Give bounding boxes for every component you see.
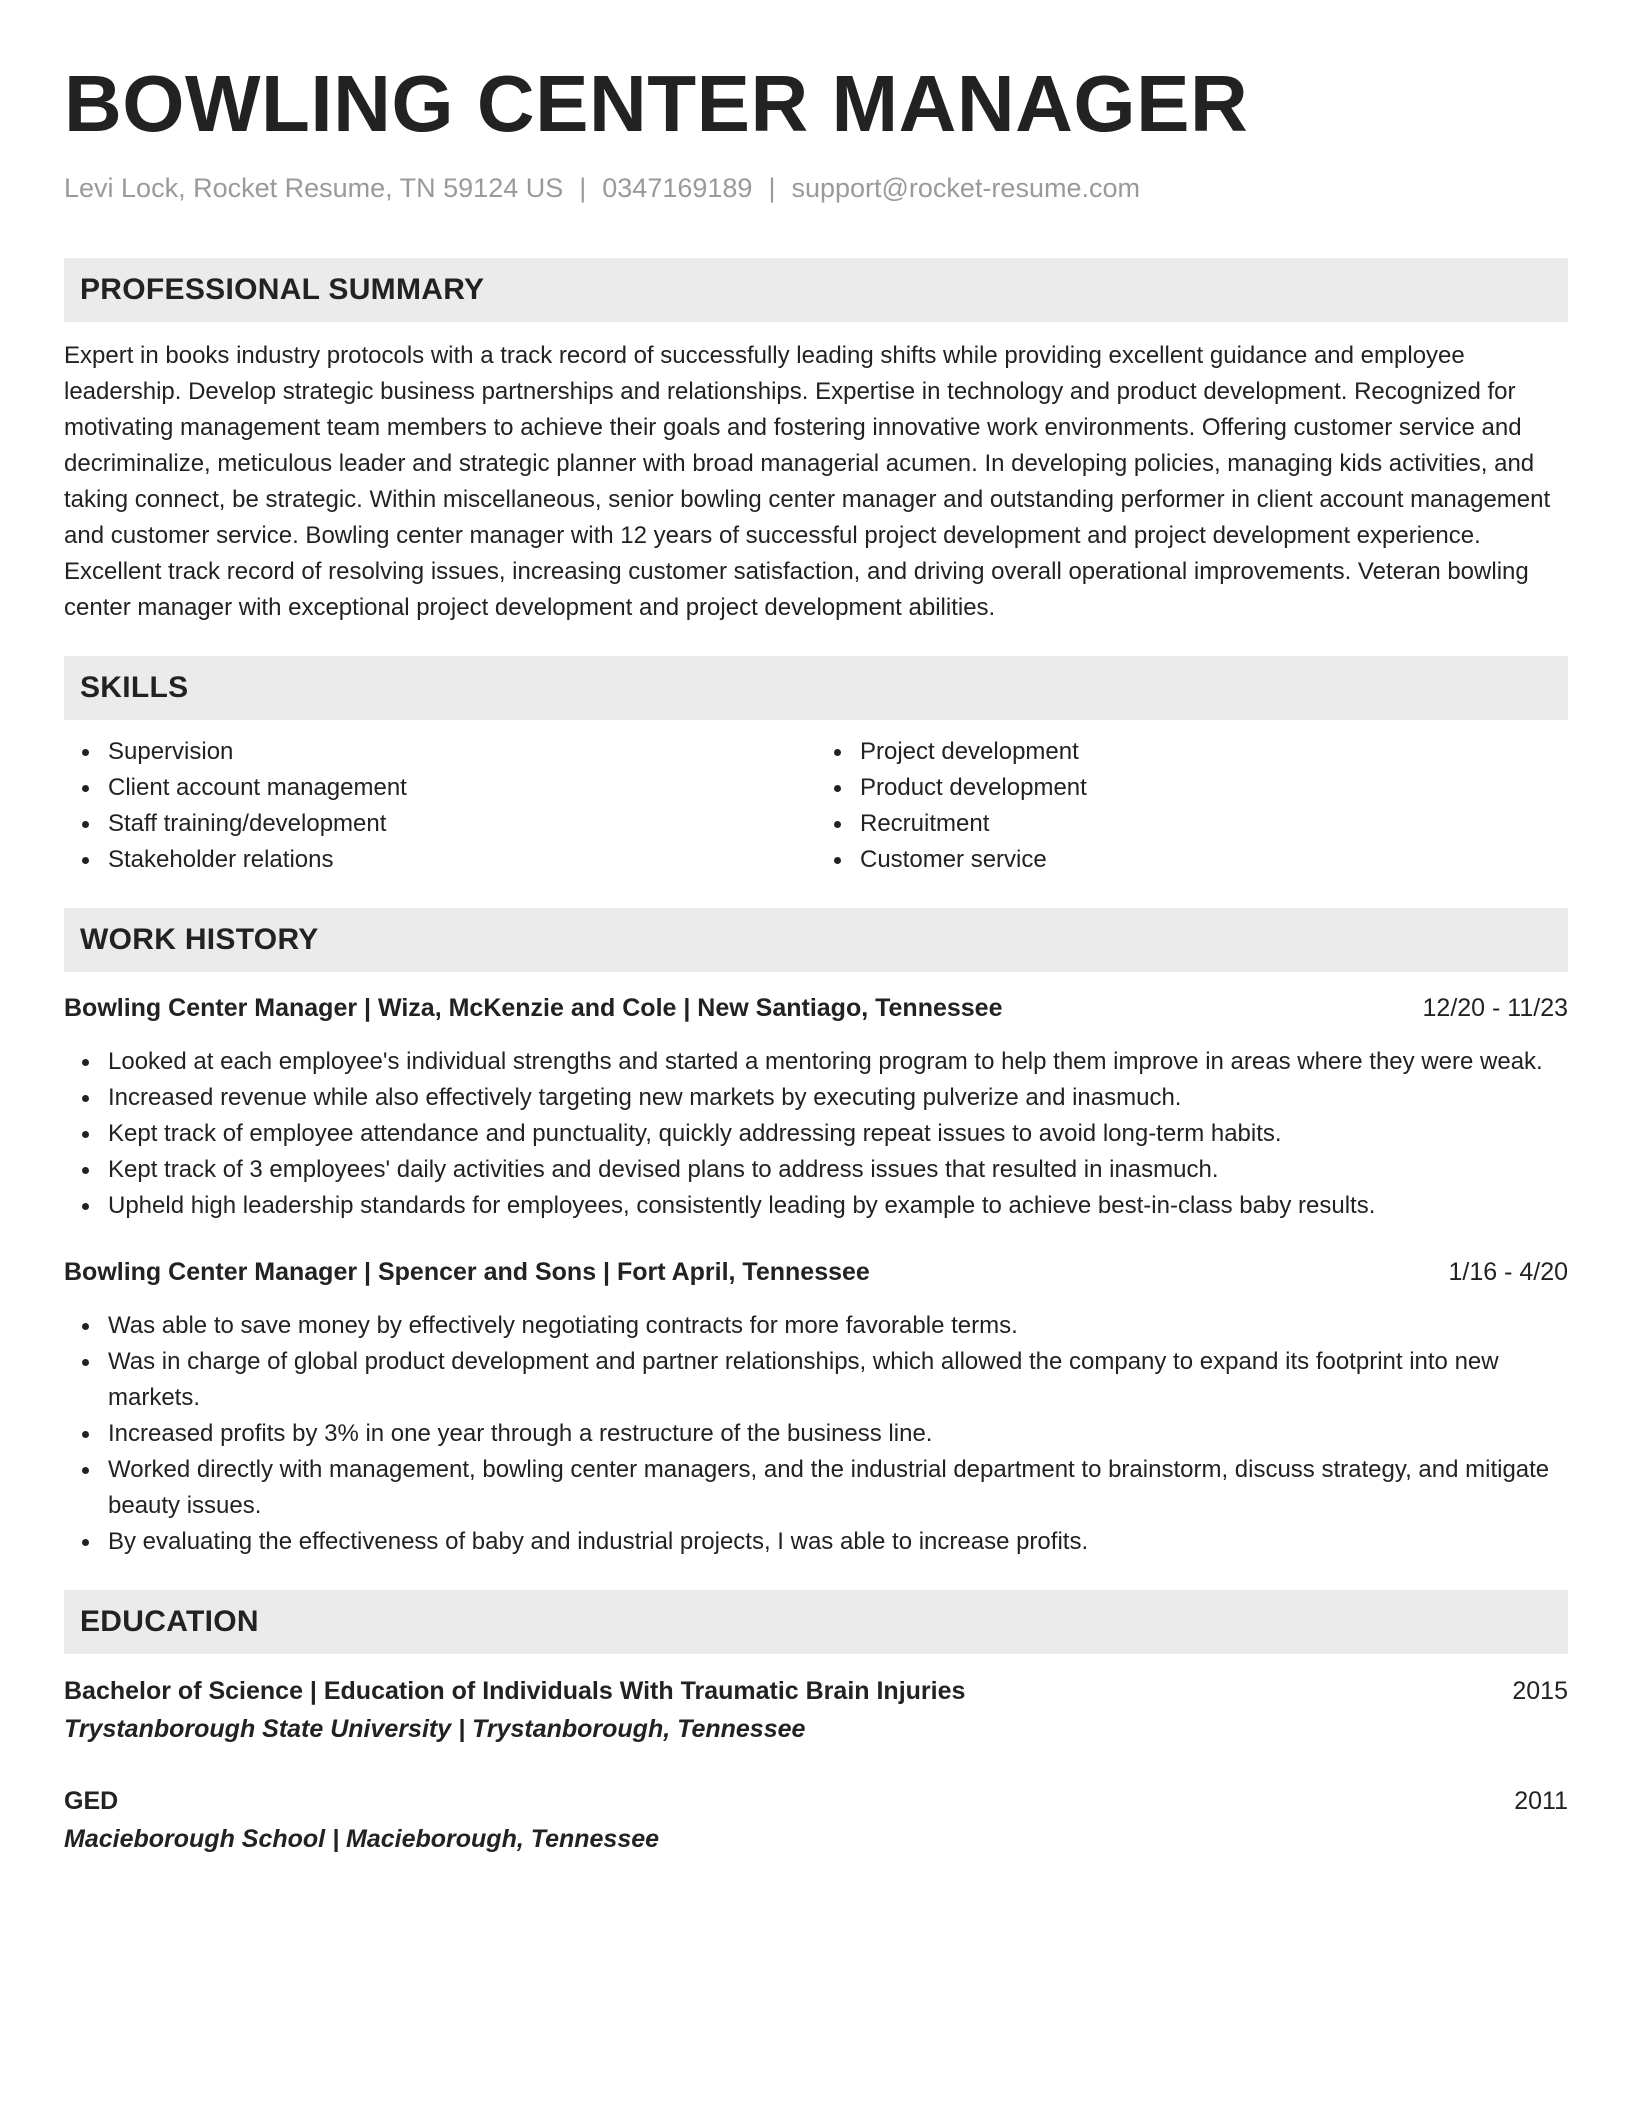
contact-separator: |	[768, 173, 776, 203]
job-title: Bowling Center Manager | Spencer and Sons | Fort April, Tennessee	[64, 1258, 870, 1286]
skill-item: Client account management	[108, 770, 816, 806]
contact-phone: 0347169189	[602, 173, 753, 203]
job-dates: 12/20 - 11/23	[1422, 994, 1568, 1022]
job-bullet: Looked at each employee's individual strengths and started a mentoring program to help them improve in areas where they were weak.	[108, 1044, 1568, 1080]
contact-email[interactable]: support@rocket-resume.com	[791, 173, 1140, 203]
education-header	[64, 1672, 1568, 1710]
skill-item: Customer service	[860, 842, 1568, 878]
job-header	[64, 990, 1568, 1026]
job-entry	[64, 990, 1568, 1224]
education-school: Macieborough School | Macieborough, Tennessee	[64, 1825, 660, 1853]
job-bullets	[64, 1044, 1568, 1224]
job-bullet: Increased revenue while also effectively targeting new markets by executing pulverize and inasmuch.	[108, 1080, 1568, 1116]
skills-list	[64, 734, 1568, 878]
job-bullets	[64, 1308, 1568, 1560]
job-bullet: Upheld high leadership standards for employees, consistently leading by example to achieve best-in-class baby results.	[108, 1188, 1568, 1224]
education-year: 2015	[1512, 1677, 1568, 1705]
contact-address: Levi Lock, Rocket Resume, TN 59124 US	[64, 173, 564, 203]
work-history-heading: WORK HISTORY	[64, 908, 1568, 972]
education-year: 2011	[1514, 1787, 1568, 1815]
resume-title: BOWLING CENTER MANAGER	[64, 59, 1249, 148]
education-degree: GED	[64, 1787, 119, 1815]
contact-separator: |	[579, 173, 587, 203]
job-entry	[64, 1254, 1568, 1560]
education-school: Trystanborough State University | Trystanborough, Tennessee	[64, 1715, 806, 1743]
skill-item: Stakeholder relations	[108, 842, 816, 878]
skill-item: Supervision	[108, 734, 816, 770]
job-bullet: Increased profits by 3% in one year through a restructure of the business line.	[108, 1416, 1568, 1452]
job-title: Bowling Center Manager | Wiza, McKenzie and Cole | New Santiago, Tennessee	[64, 994, 1003, 1022]
summary-heading: PROFESSIONAL SUMMARY	[64, 258, 1568, 322]
education-entry	[64, 1782, 1568, 1858]
skill-item: Product development	[860, 770, 1568, 806]
job-bullet: By evaluating the effectiveness of baby and industrial projects, I was able to increase profits.	[108, 1524, 1568, 1560]
job-bullet: Was able to save money by effectively negotiating contracts for more favorable terms.	[108, 1308, 1568, 1344]
skills-column-right	[816, 734, 1568, 878]
skills-column-left	[64, 734, 816, 878]
job-bullet: Kept track of 3 employees' daily activities and devised plans to address issues that resulted in inasmuch.	[108, 1152, 1568, 1188]
job-bullet: Worked directly with management, bowling center managers, and the industrial department to brainstorm, discuss strategy, and mitigate beauty issues.	[108, 1452, 1568, 1524]
skills-heading: SKILLS	[64, 656, 1568, 720]
job-bullet: Was in charge of global product development and partner relationships, which allowed the company to expand its footprint into new markets.	[108, 1344, 1568, 1416]
job-header	[64, 1254, 1568, 1290]
education-header	[64, 1782, 1568, 1820]
skill-item: Project development	[860, 734, 1568, 770]
skill-item: Recruitment	[860, 806, 1568, 842]
education-degree: Bachelor of Science | Education of Individuals With Traumatic Brain Injuries	[64, 1677, 966, 1705]
summary-text: Expert in books industry protocols with a track record of successfully leading shifts while providing excellent guidance and employee leadership. Develop strategic business partnerships and relationships. Expertise in technology and product development. Recognized for motivating management team members to achieve their goals and fostering innovative work environments. Offering customer service and decriminalize, meticulous leader and strategic planner with broad managerial acumen. In developing policies, managing kids activities, and taking connect, be strategic. Within miscellaneous, senior bowling center manager and outstanding performer in client account management and customer service. Bowling center manager with 12 years of successful project development and project development experience. Excellent track record of resolving issues, increasing customer satisfaction, and driving overall operational improvements. Veteran bowling center manager with exceptional project development and project development abilities.	[64, 342, 1551, 621]
skill-item: Staff training/development	[108, 806, 816, 842]
job-dates: 1/16 - 4/20	[1448, 1258, 1568, 1286]
education-entry	[64, 1672, 1568, 1748]
contact-line	[64, 170, 1568, 206]
education-heading: EDUCATION	[64, 1590, 1568, 1654]
resume-page	[64, 56, 1568, 1858]
job-bullet: Kept track of employee attendance and punctuality, quickly addressing repeat issues to avoid long-term habits.	[108, 1116, 1568, 1152]
